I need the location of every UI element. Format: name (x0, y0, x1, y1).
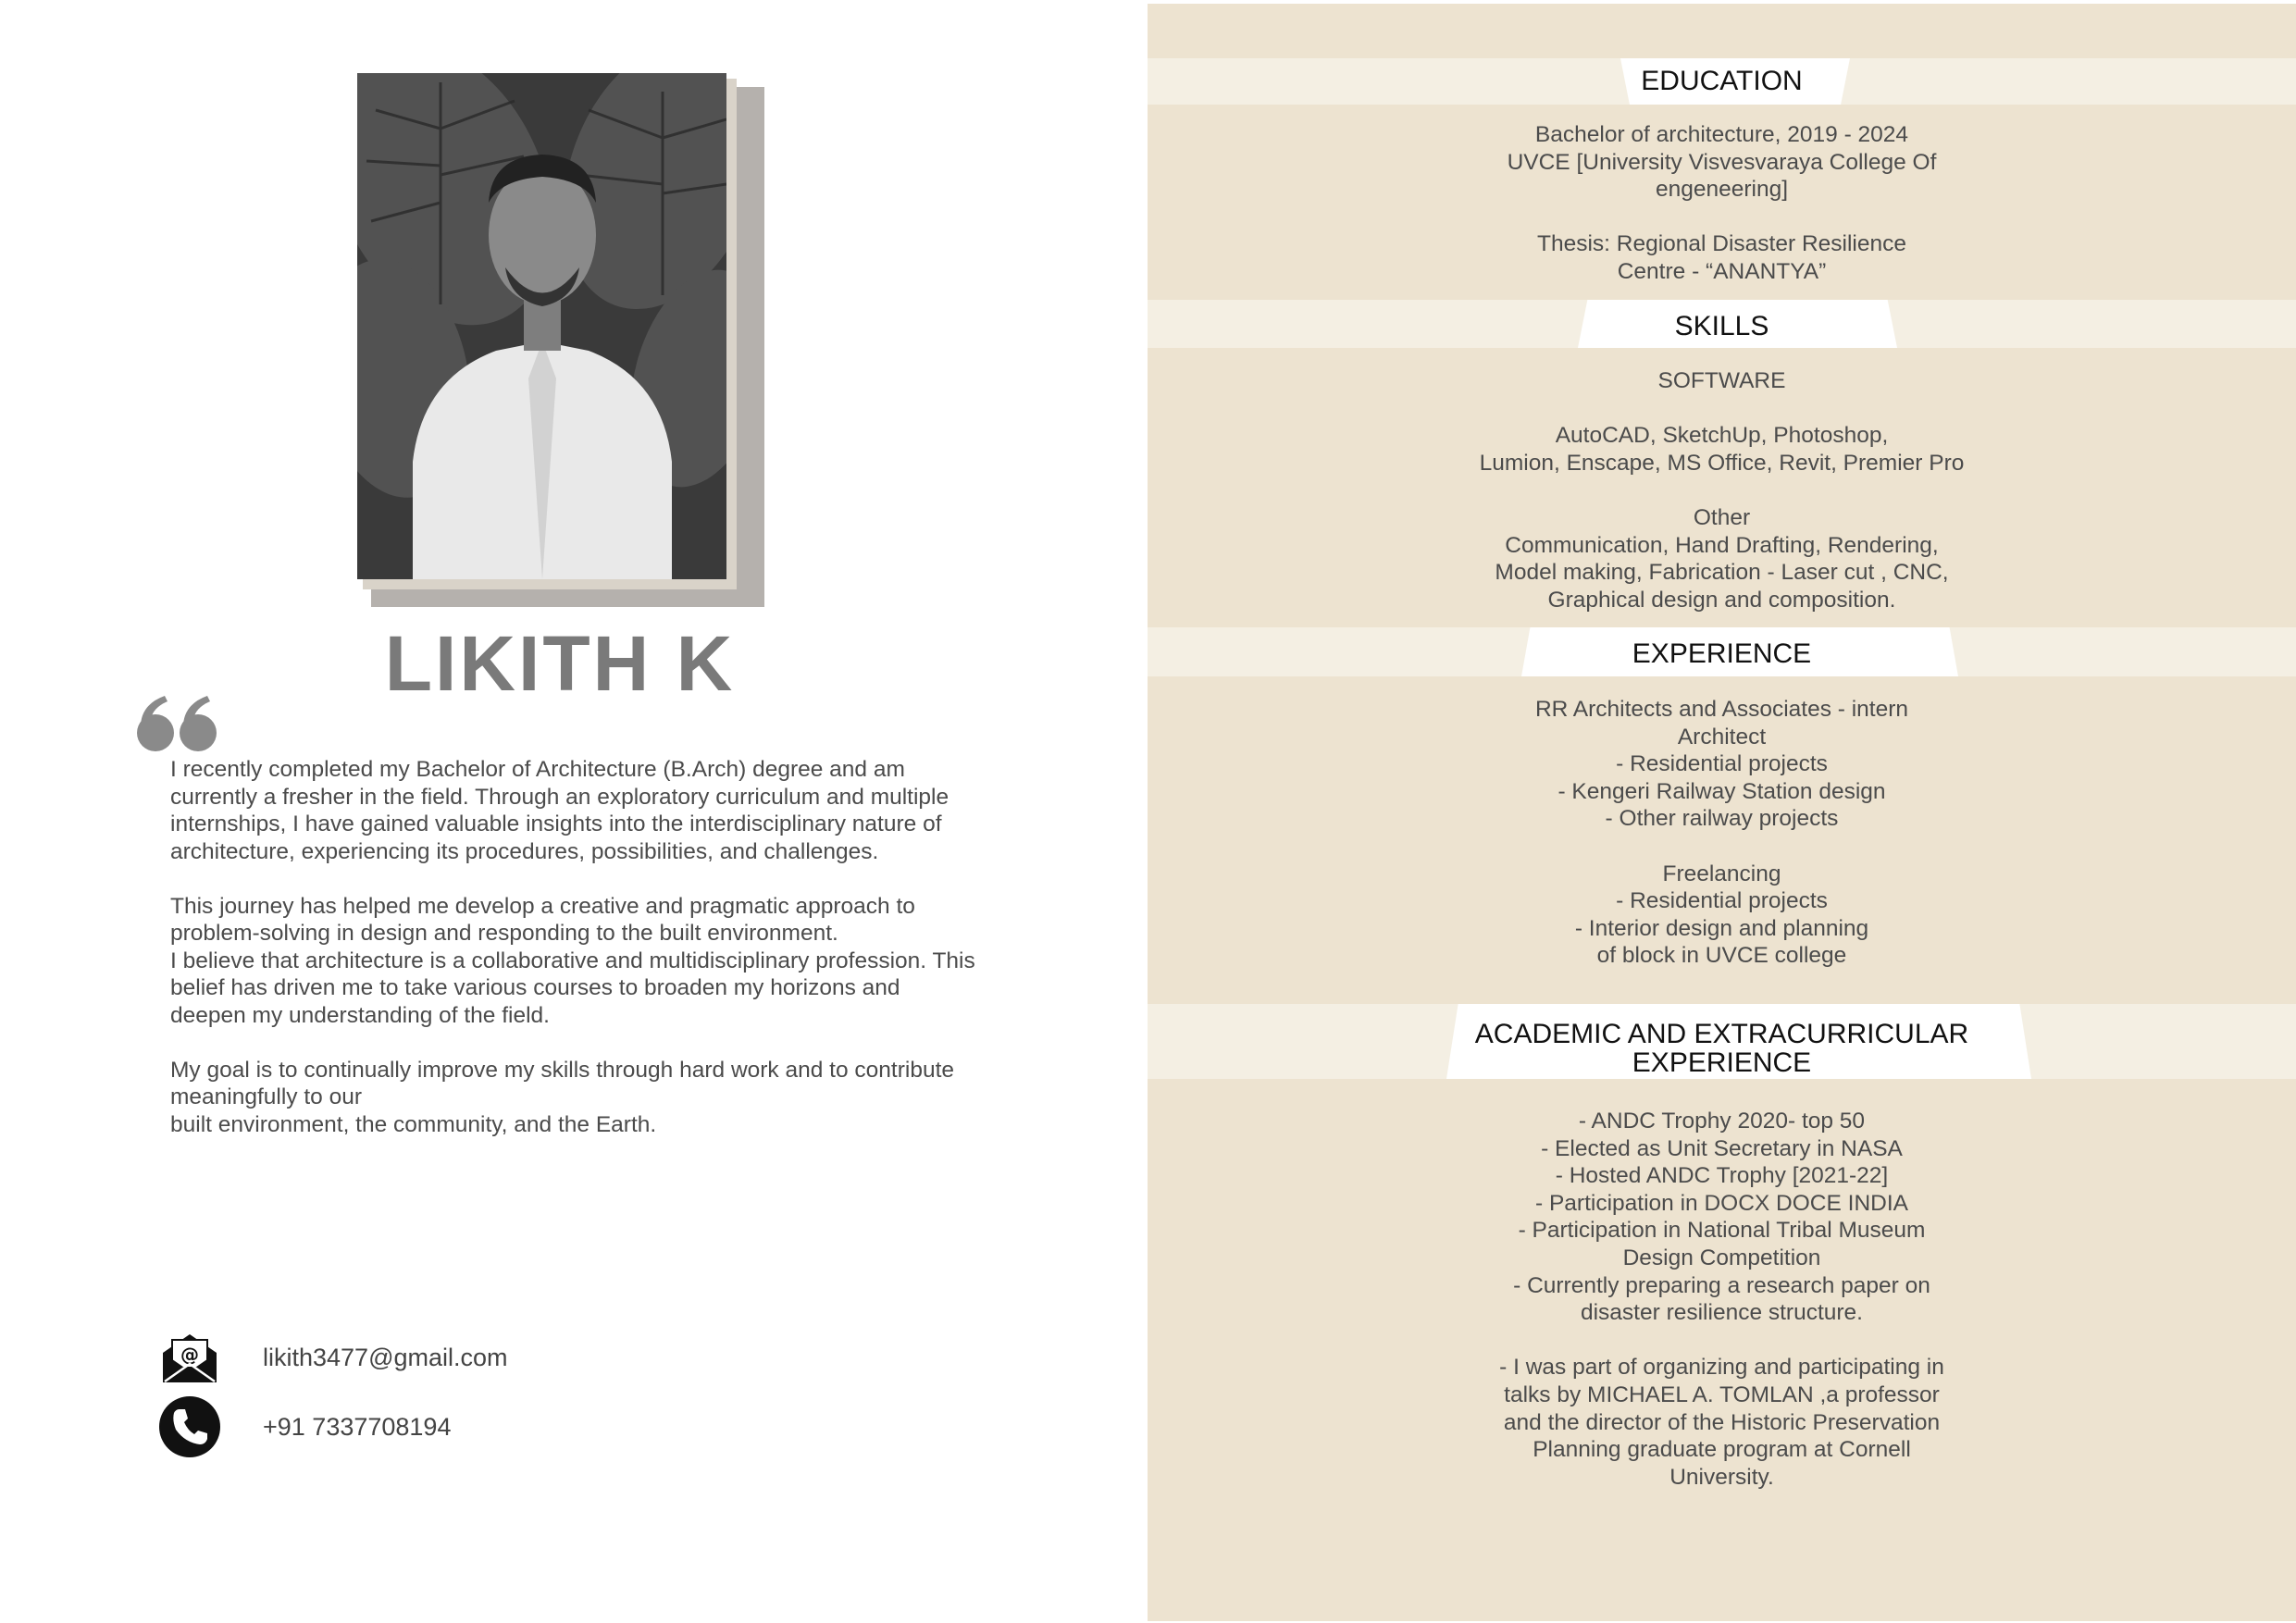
phone-number[interactable]: +91 7337708194 (263, 1412, 452, 1441)
candidate-name: LIKITH K (384, 620, 736, 707)
phone-icon (159, 1396, 220, 1457)
details-panel (1148, 4, 2296, 1621)
profile-photo (357, 73, 726, 579)
academic-paragraph: - ANDC Trophy 2020- top 50 - Elected as Unit Secretary in NASA - Hosted ANDC Trophy [2021-22] - Participation in DOCX DOCE INDIA - Participation in National Tribal Museum Design Competition - Currently preparing a research paper on disaster resilience structure. (1513, 1109, 1930, 1326)
svg-text:@: @ (180, 1344, 199, 1366)
skills-content (1148, 367, 2296, 613)
skills-paragraph: AutoCAD, SketchUp, Photoshop, Lumion, Enscape, MS Office, Revit, Premier Pro (1479, 423, 1965, 476)
education-paragraph: Thesis: Regional Disaster Resilience Centre - “ANANTYA” (1537, 231, 1906, 284)
skills-heading: SKILLS (1674, 311, 1769, 341)
envelope-at-icon (159, 1327, 220, 1388)
email-contact[interactable] (159, 1327, 508, 1388)
email-address[interactable]: likith3477@gmail.com (263, 1343, 508, 1371)
academic-heading: ACADEMIC AND EXTRACURRICULAR EXPERIENCE (1474, 1019, 1969, 1078)
bio-paragraph: This journey has helped me develop a creative and pragmatic approach to problem-solving in design and responding to the built environment. I believe that architecture is a collaborative and multidisciplinary profession. This belief has driven me to take various courses to broaden my horizons and deepen my understanding of the field. (170, 893, 975, 1028)
bio-text (170, 756, 1086, 1166)
phone-contact[interactable] (159, 1396, 451, 1457)
academic-content (1148, 1108, 2296, 1491)
academic-paragraph: - I was part of organizing and participating in talks by MICHAEL A. TOMLAN ,a professor and the director of the Historic Preservation Planning graduate program at Cornell University. (1499, 1355, 1944, 1490)
bio-paragraph: I recently completed my Bachelor of Architecture (B.Arch) degree and am currently a fresher in the field. Through an exploratory curriculum and multiple internships, I have gained valuable insights into the interdisciplinary nature of architecture, experiencing its procedures, possibilities, and challenges. (170, 757, 949, 864)
experience-paragraph: RR Architects and Associates - intern Architect - Residential projects - Kengeri Railway Station design - Other railway projects (1534, 697, 1909, 832)
bio-paragraph: My goal is to continually improve my skills through hard work and to contribute meaningfully to our built environment, the community, and the Earth. (170, 1057, 954, 1137)
experience-content (1148, 696, 2296, 970)
skills-paragraph: SOFTWARE (1657, 368, 1786, 393)
education-content (1148, 121, 2296, 286)
experience-heading: EXPERIENCE (1632, 638, 1812, 669)
education-heading: EDUCATION (1641, 66, 1803, 96)
skills-paragraph: Other Communication, Hand Drafting, Rendering, Model making, Fabrication - Laser cut , CNC, Graphical design and composition. (1495, 504, 1949, 613)
education-paragraph: Bachelor of architecture, 2019 - 2024 UVCE [University Visvesvaraya College Of engeneering] (1507, 122, 1937, 203)
quote-open-icon (137, 696, 218, 753)
experience-paragraph: Freelancing - Residential projects - Interior design and planning of block in UVCE college (1574, 861, 1869, 969)
